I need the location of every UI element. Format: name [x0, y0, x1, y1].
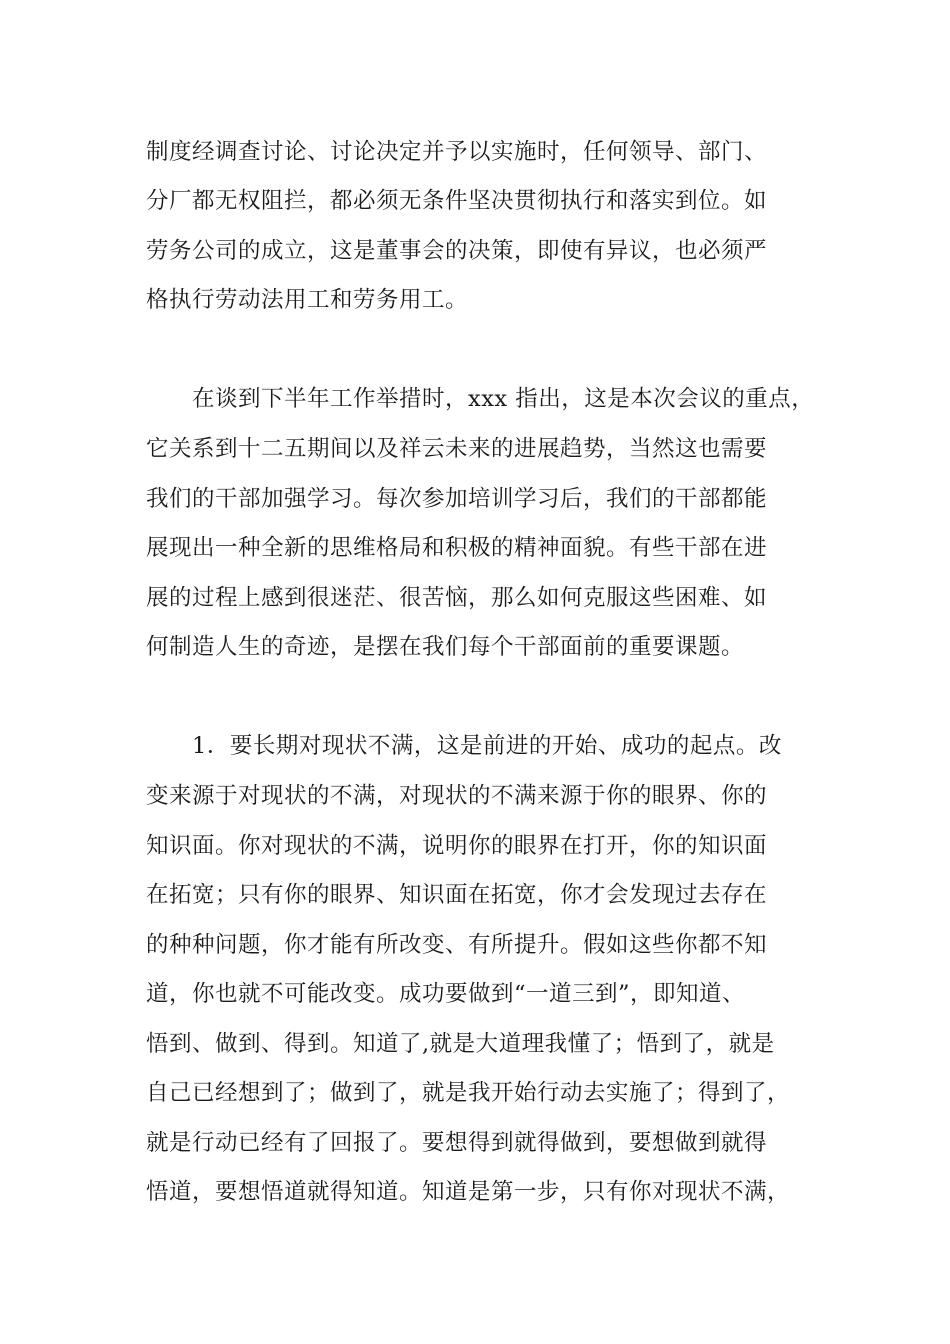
text-line: 它关系到十二五期间以及祥云未来的进展趋势，当然这也需要: [146, 436, 768, 462]
text-line: 悟到、做到、得到。知道了,就是大道理我懂了；悟到了，就是: [146, 1031, 775, 1057]
text-line: 道，你也就不可能改变。成功要做到“一道三到”，即知道、: [146, 981, 746, 1007]
text-line: 在拓宽；只有你的眼界、知识面在拓宽，你才会发现过去存在: [146, 882, 768, 908]
text-line: 知识面。你对现状的不满，说明你的眼界在打开，你的知识面: [146, 833, 768, 859]
text-line: 变来源于对现状的不满，对现状的不满来源于你的眼界、你的: [146, 783, 768, 809]
text-line: 悟道，要想悟道就得知道。知道是第一步，只有你对现状不满，: [146, 1179, 791, 1205]
text-line: 展现出一种全新的思维格局和积极的精神面貌。有些干部在进: [146, 535, 768, 561]
text-line: 分厂都无权阻拦，都必须无条件坚决贯彻执行和落实到位。如: [146, 188, 768, 214]
text-line: 格执行劳动法用工和劳务用工。: [146, 287, 469, 313]
text-line: 制度经调查讨论、讨论决定并予以实施时，任何领导、部门、: [146, 139, 768, 165]
text-line: 的种种问题，你才能有所改变、有所提升。假如这些你都不知: [146, 932, 768, 958]
text-line: 1．要长期对现状不满，这是前进的开始、成功的起点。改: [192, 733, 782, 759]
text-line: 劳务公司的成立，这是董事会的决策，即使有异议，也必须严: [146, 238, 768, 264]
text-line: 在谈到下半年工作举措时，xxx 指出，这是本次会议的重点，: [192, 386, 815, 412]
text-line: 自己已经想到了；做到了，就是我开始行动去实施了；得到了，: [146, 1080, 791, 1106]
text-line: 何制造人生的奇迹，是摆在我们每个干部面前的重要课题。: [146, 634, 745, 660]
text-line: 就是行动已经有了回报了。要想得到就得做到，要想做到就得: [146, 1130, 768, 1156]
text-line: 我们的干部加强学习。每次参加培训学习后，我们的干部都能: [146, 486, 768, 512]
text-line: 展的过程上感到很迷茫、很苦恼，那么如何克服这些困难、如: [146, 585, 768, 611]
